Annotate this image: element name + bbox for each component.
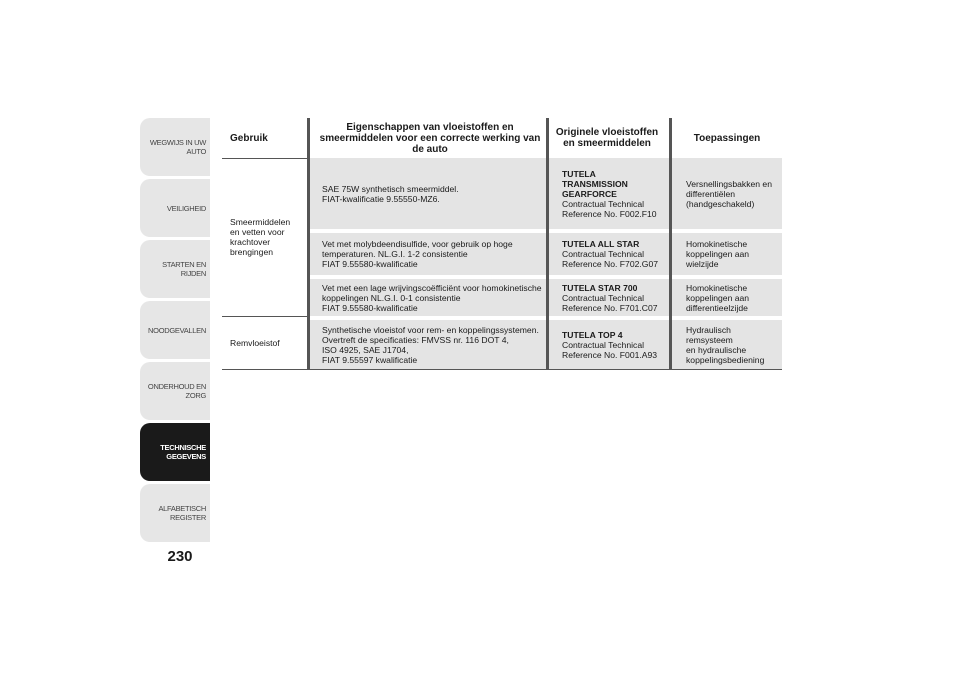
product-ref: Contractual Technical Reference No. F001.A93	[562, 339, 658, 360]
properties-row-3: Vet met een lage wrijvingscoëfficiënt voor homokinetische koppelingen NL.G.I. 0-1 consistentie FIAT 9.55580-kwalificatie	[322, 282, 542, 313]
tab-technische-gegevens[interactable]	[140, 423, 210, 481]
page-number: 230	[167, 548, 193, 565]
product-name: TUTELA ALL STAR	[562, 239, 640, 249]
tab-noodgevallen[interactable]	[140, 301, 210, 359]
properties-row-1: SAE 75W synthetisch smeermiddel. FIAT-kwalificatie 9.55550-MZ6.	[322, 183, 459, 204]
tab-veiligheid[interactable]	[140, 179, 210, 237]
table-bottom-rule	[222, 369, 782, 370]
application-row-1: Versnellingsbakken en differentiëlen (handgeschakeld)	[686, 178, 772, 209]
product-ref: Contractual Technical Reference No. F002.F10	[562, 198, 657, 219]
product-ref: Contractual Technical Reference No. F702.G07	[562, 249, 659, 269]
product-name: TUTELA TOP 4	[562, 329, 623, 340]
tab-label: VEILIGHEID	[166, 203, 206, 213]
usage-lubricants: Smeermiddelen en vetten voor krachtover brengingen	[230, 217, 291, 257]
product-row-2	[562, 233, 668, 275]
tab-label: STARTEN EN RIJDEN	[162, 260, 206, 278]
header-usage: Gebruik	[230, 132, 268, 144]
header-properties: Eigenschappen van vloeistoffen en smeermiddelen voor een correcte werking van de auto	[319, 121, 541, 155]
product-row-4	[562, 320, 668, 369]
column-rule	[307, 118, 310, 370]
tab-label: WEGWIJS IN UW AUTO	[149, 138, 206, 156]
product-ref: Contractual Technical Reference No. F701.C07	[562, 292, 658, 313]
application-row-2: Homokinetische koppelingen aan wielzijde	[686, 239, 750, 269]
application-row-4: Hydraulisch remsysteem en hydraulische koppelingsbediening	[686, 324, 765, 365]
application-row-3: Homokinetische koppelingen aan differentieelzijde	[686, 282, 750, 313]
usage-brake-fluid: Remvloeistof	[230, 337, 280, 348]
tab-label: NOODGEVALLEN	[148, 325, 206, 335]
product-name: TUTELA TRANSMISSION GEARFORCE	[562, 168, 628, 199]
properties-row-4: Synthetische vloeistof voor rem- en koppelingssystemen. Overtreft de specificaties: FMVSS nr. 116 DOT 4, ISO 4925, SAE J1704, FIAT 9.55597 kwalificatie	[322, 324, 539, 365]
header-original: Originele vloeistoffen en smeermiddelen	[555, 127, 659, 149]
column-rule	[669, 118, 672, 370]
tab-label: ALFABETISCH REGISTER	[158, 504, 206, 522]
product-row-3	[562, 279, 668, 316]
column-rule	[546, 118, 549, 370]
tab-wegwijs[interactable]	[140, 118, 210, 176]
product-name: TUTELA STAR 700	[562, 282, 638, 293]
tab-onderhoud-en-zorg[interactable]	[140, 362, 210, 420]
fluids-table	[222, 118, 782, 370]
product-row-1	[562, 158, 668, 229]
tab-starten-en-rijden[interactable]	[140, 240, 210, 298]
header-applications: Toepassingen	[693, 132, 761, 144]
tab-label: ONDERHOUD EN ZORG	[147, 382, 206, 400]
properties-row-2: Vet met molybdeendisulfide, voor gebruik op hoge temperaturen. NL.G.I. 1-2 consistentie FIAT 9.55580-kwalificatie	[322, 239, 513, 269]
tab-alfabetisch-register[interactable]	[140, 484, 210, 542]
tab-label: TECHNISCHE GEGEVENS	[160, 443, 206, 461]
